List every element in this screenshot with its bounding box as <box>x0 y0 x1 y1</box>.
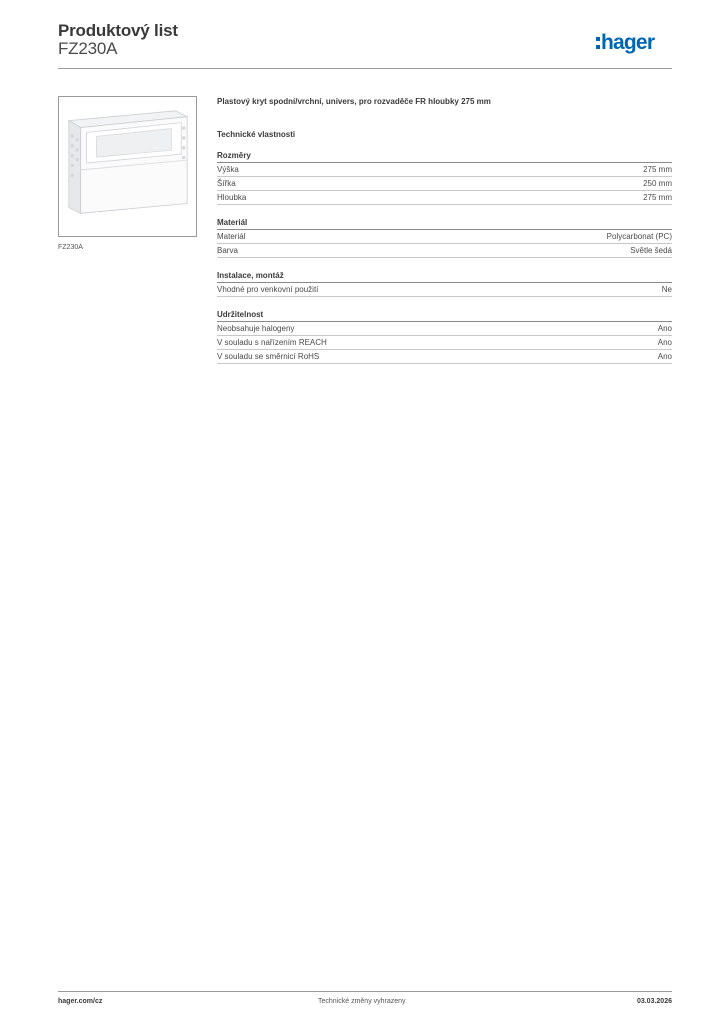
footer-divider <box>58 991 672 992</box>
product-code: FZ230A <box>58 39 118 58</box>
section-dimensions <box>217 150 672 205</box>
spec-row <box>217 230 672 244</box>
spec-value: 275 mm <box>643 165 672 174</box>
hager-logo <box>596 26 676 58</box>
spec-value: 250 mm <box>643 179 672 188</box>
spec-row <box>217 163 672 177</box>
spec-label: Hloubka <box>217 193 247 202</box>
product-illustration <box>59 97 196 236</box>
spec-value: Polycarbonat (PC) <box>606 232 672 241</box>
footer-notice: Technické změny vyhrazeny <box>318 998 406 1005</box>
spec-row <box>217 244 672 258</box>
footer-date: 03.03.2026 <box>636 998 672 1005</box>
product-description: Plastový kryt spodní/vrchní, univers, pro rozvaděče FR hloubky 275 mm <box>217 97 491 106</box>
product-details <box>217 96 672 364</box>
section-installation <box>217 270 672 297</box>
page-title: Produktový list <box>58 21 178 40</box>
header-divider <box>58 68 672 69</box>
brand-name: hager <box>601 31 655 54</box>
spec-row <box>217 191 672 205</box>
product-image-caption: FZ230A <box>58 244 83 251</box>
spec-label: Vhodné pro venkovní použití <box>217 285 319 294</box>
spec-value: Ano <box>657 352 672 361</box>
spec-value: Ano <box>657 338 672 347</box>
section-title: Instalace, montáž <box>217 270 672 283</box>
spec-label: Barva <box>217 246 238 255</box>
spec-label: Materiál <box>217 232 246 241</box>
section-sustainability <box>217 309 672 364</box>
spec-label: V souladu s nařízením REACH <box>217 338 327 347</box>
spec-row <box>217 283 672 297</box>
spec-row <box>217 177 672 191</box>
spec-label: Neobsahuje halogeny <box>217 324 295 333</box>
section-title: Materiál <box>217 217 672 230</box>
section-material <box>217 217 672 258</box>
spec-label: V souladu se směrnicí RoHS <box>217 352 320 361</box>
spec-value: Ne <box>661 285 672 294</box>
spec-label: Šířka <box>217 179 236 188</box>
spec-value: Světle šedá <box>630 246 672 255</box>
spec-label: Výška <box>217 165 239 174</box>
spec-value: Ano <box>657 324 672 333</box>
spec-value: 275 mm <box>643 193 672 202</box>
section-title: Rozměry <box>217 150 672 163</box>
spec-row <box>217 322 672 336</box>
product-image <box>58 96 197 237</box>
spec-row <box>217 350 672 364</box>
footer-website: hager.com/cz <box>58 998 103 1005</box>
tech-specs-title: Technické vlastnosti <box>217 130 296 139</box>
section-title: Udržitelnost <box>217 309 672 322</box>
spec-row <box>217 336 672 350</box>
